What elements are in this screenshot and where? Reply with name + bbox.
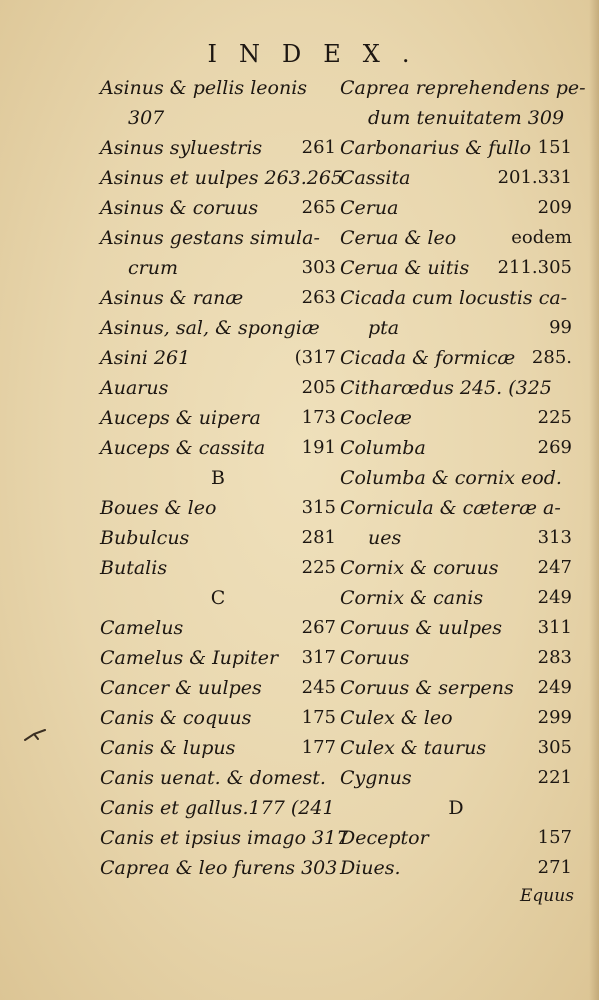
entry-name: Cygnus <box>340 767 412 789</box>
entry-name: Bubulcus <box>100 527 190 549</box>
entry-name: Cerua & uitis <box>340 257 470 279</box>
entry-page-number: 299 <box>537 707 572 728</box>
entry-page-number: 317 <box>301 647 336 668</box>
entry-page-number: 99 <box>549 317 572 338</box>
entry-page-number: 221 <box>537 767 572 788</box>
index-entry <box>100 793 336 823</box>
entry-page-number: 191 <box>301 437 336 458</box>
entry-name: Canis & lupus <box>100 737 236 759</box>
index-entry <box>340 313 572 343</box>
entry-name: Auceps & uipera <box>100 407 261 429</box>
entry-page-number: 315 <box>301 497 336 518</box>
index-entry <box>340 433 572 463</box>
index-entry <box>100 493 336 523</box>
entry-name: Cornix & coruus <box>340 557 499 579</box>
entry-name: Carbonarius & fullo <box>340 137 532 159</box>
entry-name: Camelus & Iupiter <box>100 647 279 669</box>
entry-page-number: 283 <box>537 647 572 668</box>
entry-page-number: 175 <box>301 707 336 728</box>
index-entry <box>100 193 336 223</box>
index-entry <box>340 643 572 673</box>
index-entry <box>340 403 572 433</box>
entry-name: crum <box>128 257 178 279</box>
entry-name: Asinus et uulpes 263.265 <box>100 167 344 189</box>
entry-page-number: 265 <box>301 197 336 218</box>
index-entry <box>100 313 336 343</box>
entry-name: Culex & leo <box>340 707 453 729</box>
index-entry <box>100 553 336 583</box>
index-column-right <box>340 73 586 883</box>
entry-page-number: 263 <box>301 287 336 308</box>
index-entry <box>100 343 336 373</box>
index-entry <box>340 553 572 583</box>
index-column-left <box>100 73 349 883</box>
entry-page-number: 245 <box>301 677 336 698</box>
entry-page-number: 211.305 <box>497 257 572 278</box>
index-entry <box>340 703 572 733</box>
entry-name: B <box>211 467 225 489</box>
entry-name: Butalis <box>100 557 168 579</box>
index-entry <box>340 763 572 793</box>
entry-name: Cassita <box>340 167 411 189</box>
entry-name: ues <box>368 527 402 549</box>
entry-name: Canis et gallus.177 (241 <box>100 797 335 819</box>
section-letter <box>340 793 572 823</box>
entry-name: Coruus & uulpes <box>340 617 502 639</box>
index-entry <box>340 523 572 553</box>
entry-name: Deceptor <box>340 827 429 849</box>
entry-page-number: 269 <box>537 437 572 458</box>
catchword: Equus <box>520 886 574 906</box>
index-entry <box>100 283 336 313</box>
entry-name: Columba <box>340 437 426 459</box>
index-entry <box>340 343 572 373</box>
entry-name: Canis et ipsius imago 317 <box>100 827 349 849</box>
entry-name: Asini 261 <box>100 347 191 369</box>
entry-page-number: 261 <box>301 137 336 158</box>
entry-name: C <box>210 587 226 609</box>
entry-page-number: 209 <box>537 197 572 218</box>
index-entry <box>100 223 336 253</box>
index-entry <box>100 613 336 643</box>
page-edge-shadow <box>589 0 599 1000</box>
index-entry <box>100 253 336 283</box>
entry-page-number: 313 <box>537 527 572 548</box>
section-letter <box>100 583 336 613</box>
entry-name: Cornicula & cæteræ a- <box>340 497 561 519</box>
entry-name: Asinus & coruus <box>100 197 259 219</box>
entry-name: Citharœdus 245. (325 <box>340 377 552 399</box>
entry-page-number: 267 <box>301 617 336 638</box>
index-entry <box>340 823 572 853</box>
entry-page-number: 281 <box>301 527 336 548</box>
index-entry <box>100 433 336 463</box>
index-entry <box>340 733 572 763</box>
entry-name: Canis & coquus <box>100 707 252 729</box>
index-entry <box>340 223 572 253</box>
index-entry <box>100 733 336 763</box>
index-entry <box>100 853 336 883</box>
entry-page-number: 225 <box>537 407 572 428</box>
entry-name: Coruus & serpens <box>340 677 514 699</box>
index-entry <box>340 613 572 643</box>
section-letter <box>100 463 336 493</box>
entry-name: Auarus <box>100 377 169 399</box>
index-entry <box>100 133 336 163</box>
entry-name: Canis uenat. & domest. <box>100 767 326 789</box>
entry-name: Cicada cum locustis ca- <box>340 287 568 309</box>
index-entry <box>340 133 572 163</box>
index-entry <box>340 373 572 403</box>
index-entry <box>340 193 572 223</box>
entry-name: D <box>448 797 464 819</box>
entry-page-number: 305 <box>537 737 572 758</box>
index-entry <box>340 853 572 883</box>
entry-page-number: 271 <box>537 857 572 878</box>
entry-page-number: (317 <box>294 347 336 368</box>
index-entry <box>100 643 336 673</box>
entry-name: Asinus & pellis leonis <box>100 77 308 99</box>
entry-name: Auceps & cassita <box>100 437 266 459</box>
entry-name: Coruus <box>340 647 410 669</box>
entry-name: Boues & leo <box>100 497 217 519</box>
entry-page-number: 285. <box>531 347 572 368</box>
index-entry <box>100 823 349 853</box>
entry-name: Culex & taurus <box>340 737 487 759</box>
index-entry <box>100 163 344 193</box>
entry-name: Cicada & formicæ <box>340 347 516 369</box>
entry-name: Asinus & ranæ <box>100 287 244 309</box>
ink-mark-icon <box>24 728 46 742</box>
entry-name: pta <box>368 317 400 339</box>
entry-name: Cocleæ <box>340 407 412 429</box>
index-entry <box>340 283 572 313</box>
index-entry <box>340 103 572 133</box>
entry-page-number: 157 <box>537 827 572 848</box>
entry-page-number: 173 <box>301 407 336 428</box>
entry-page-number: 311 <box>537 617 572 638</box>
index-entry <box>100 103 336 133</box>
entry-page-number: 201.331 <box>497 167 572 188</box>
index-entry <box>340 73 586 103</box>
page-header: INDEX. <box>207 40 432 68</box>
entry-name: Caprea & leo furens 303 <box>100 857 338 879</box>
entry-page-number: 247 <box>537 557 572 578</box>
index-entry <box>340 673 572 703</box>
entry-name: Cerua <box>340 197 399 219</box>
entry-page-number: 303 <box>301 257 336 278</box>
index-entry <box>340 253 572 283</box>
entry-name: Asinus, sal, & spongiæ <box>100 317 320 339</box>
index-entry <box>340 463 572 493</box>
entry-name: dum tenuitatem 309 <box>368 107 565 129</box>
index-entry <box>100 763 336 793</box>
index-entry <box>100 703 336 733</box>
index-entry <box>100 403 336 433</box>
index-entry <box>100 673 336 703</box>
entry-name: Asinus syluestris <box>100 137 263 159</box>
index-entry <box>100 373 336 403</box>
entry-name: Columba & cornix eod. <box>340 467 562 489</box>
entry-name: Cancer & uulpes <box>100 677 262 699</box>
index-entry <box>100 523 336 553</box>
entry-page-number: 205 <box>301 377 336 398</box>
entry-name: 307 <box>128 107 165 129</box>
entry-page-number: 151 <box>537 137 572 158</box>
index-entry <box>100 73 336 103</box>
entry-name: Caprea reprehendens pe- <box>340 77 586 99</box>
entry-page-number: eodem <box>511 227 572 248</box>
entry-page-number: 225 <box>301 557 336 578</box>
entry-page-number: 249 <box>537 587 572 608</box>
entry-name: Cornix & canis <box>340 587 484 609</box>
entry-page-number: 177 <box>301 737 336 758</box>
entry-name: Cerua & leo <box>340 227 457 249</box>
entry-name: Asinus gestans simula- <box>100 227 320 249</box>
index-entry <box>340 583 572 613</box>
index-entry <box>340 493 572 523</box>
index-entry <box>340 163 572 193</box>
entry-page-number: 249 <box>537 677 572 698</box>
entry-name: Camelus <box>100 617 184 639</box>
entry-name: Diues. <box>340 857 401 879</box>
